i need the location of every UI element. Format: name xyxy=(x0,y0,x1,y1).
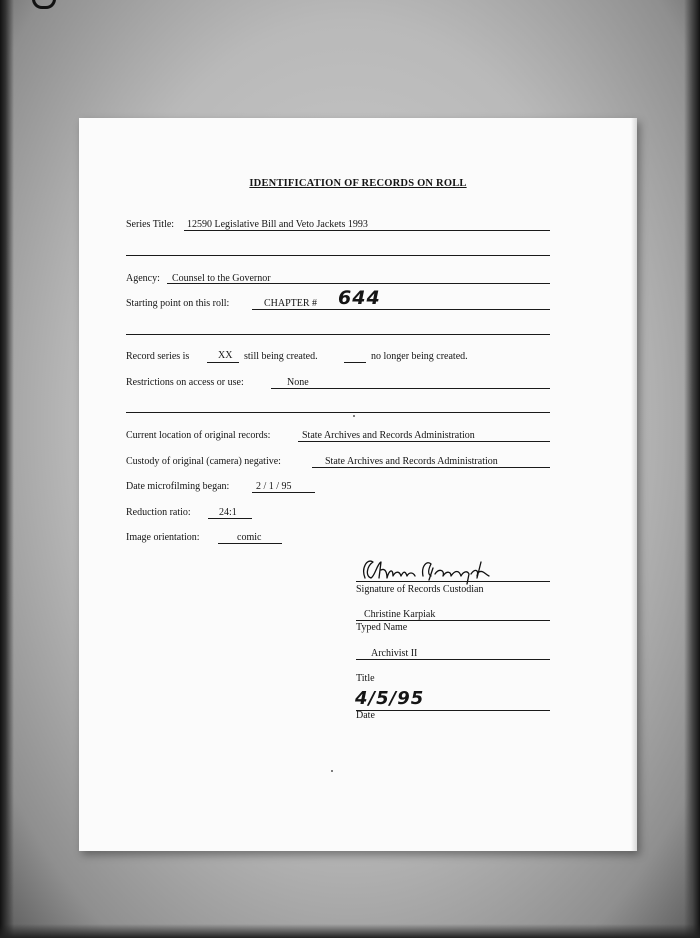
starting-point-label: Starting point on this roll: xyxy=(126,298,230,309)
corner-mark xyxy=(32,0,56,9)
restrictions-underline xyxy=(271,388,550,389)
film-edge-left xyxy=(0,0,14,938)
series-title-label: Series Title: xyxy=(126,219,175,230)
custody-value: State Archives and Records Administration xyxy=(325,456,498,467)
title-underline xyxy=(356,659,550,660)
current-location-underline xyxy=(298,441,550,442)
date-label: Date xyxy=(356,710,375,721)
dust-speck xyxy=(331,770,333,772)
dust-speck xyxy=(353,415,355,417)
film-edge-bottom xyxy=(0,924,700,938)
signature-underline xyxy=(356,581,550,582)
custody-underline xyxy=(312,467,550,468)
starting-point-underline xyxy=(252,309,550,310)
typed-name-value: Christine Karpiak xyxy=(364,609,436,620)
title-label: Title xyxy=(356,673,375,684)
current-location-label: Current location of original records: xyxy=(126,430,271,441)
reduction-label: Reduction ratio: xyxy=(126,507,191,518)
no-longer-text: no longer being created. xyxy=(371,351,468,362)
signature-label: Signature of Records Custodian xyxy=(356,584,484,595)
film-edge-right xyxy=(684,0,700,938)
agency-label: Agency: xyxy=(126,273,160,284)
starting-point-extra-line xyxy=(126,334,550,335)
restrictions-extra-line xyxy=(126,412,550,413)
agency-value: Counsel to the Governor xyxy=(172,273,271,284)
reduction-value: 24:1 xyxy=(219,507,237,518)
record-series-mark: XX xyxy=(218,350,233,361)
typed-name-underline xyxy=(356,620,550,621)
date-began-label: Date microfilming began: xyxy=(126,481,230,492)
date-began-underline xyxy=(252,492,315,493)
form-title: IDENTIFICATION OF RECORDS ON ROLL xyxy=(249,178,467,189)
restrictions-value: None xyxy=(287,377,309,388)
record-series-no-longer-blank xyxy=(344,362,366,363)
starting-point-value: CHAPTER # xyxy=(264,298,318,309)
handwritten-date: 4/5/95 xyxy=(355,688,425,709)
still-created-text: still being created. xyxy=(244,351,318,362)
reduction-underline xyxy=(208,518,252,519)
typed-name-label: Typed Name xyxy=(356,622,408,633)
current-location-value: State Archives and Records Administration xyxy=(302,430,475,441)
custody-label: Custody of original (camera) negative: xyxy=(126,456,281,467)
series-title-value: 12590 Legislative Bill and Veto Jackets 1993 xyxy=(187,219,368,230)
page-shade xyxy=(631,118,637,851)
series-title-extra-line xyxy=(126,255,550,256)
series-title-underline xyxy=(184,230,550,231)
title-value: Archivist II xyxy=(371,648,418,659)
orientation-underline xyxy=(218,543,282,544)
record-series-still-blank xyxy=(207,362,239,363)
orientation-value: comic xyxy=(237,532,262,543)
orientation-label: Image orientation: xyxy=(126,532,200,543)
date-began-value: 2 / 1 / 95 xyxy=(256,481,292,492)
document-page xyxy=(79,118,637,851)
restrictions-label: Restrictions on access or use: xyxy=(126,377,244,388)
date-underline xyxy=(356,710,550,711)
handwritten-chapter-number: 644 xyxy=(338,287,381,309)
record-series-label: Record series is xyxy=(126,351,190,362)
